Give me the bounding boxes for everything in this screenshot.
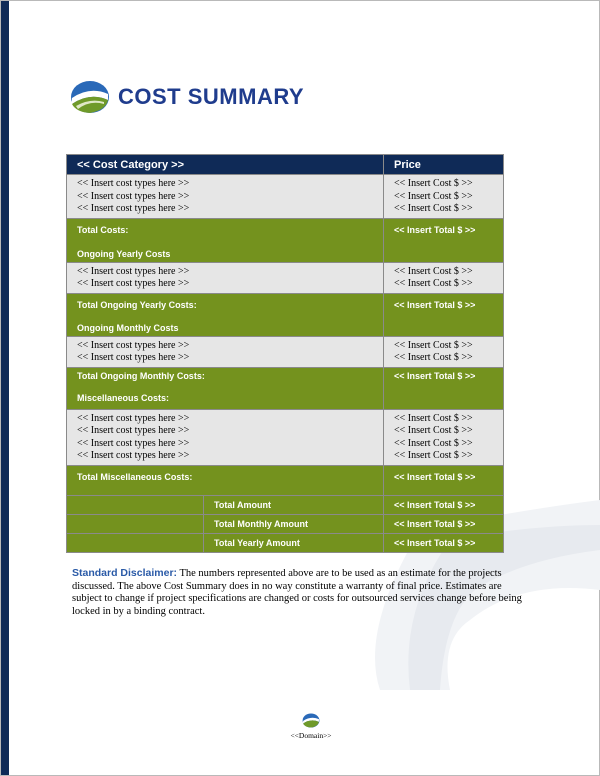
total-monthly-row bbox=[67, 514, 504, 533]
cost-type-item: << Insert cost types here >> bbox=[77, 339, 190, 351]
section-heading: Ongoing Monthly Costs bbox=[77, 322, 179, 333]
total-label: Total Amount bbox=[204, 495, 384, 514]
total-label: Total Monthly Amount bbox=[204, 514, 384, 533]
subtotal-label: Total Ongoing Yearly Costs: bbox=[77, 299, 197, 310]
cost-prices-cell bbox=[384, 175, 504, 219]
cost-type-item: << Insert cost types here >> bbox=[77, 265, 190, 277]
cost-price-item: << Insert Cost $ >> bbox=[394, 352, 473, 363]
cost-prices-cell bbox=[384, 409, 504, 465]
cost-type-item: << Insert cost types here >> bbox=[77, 437, 190, 449]
page-header bbox=[70, 80, 304, 114]
cost-type-item: << Insert cost types here >> bbox=[77, 190, 190, 202]
cost-price-item: << Insert Cost $ >> bbox=[394, 203, 473, 214]
footer-domain: <<Domain>> bbox=[290, 731, 332, 740]
table-header-row bbox=[67, 155, 504, 175]
header-price: Price bbox=[384, 155, 504, 175]
subtotal-price: << Insert Total $ >> bbox=[384, 218, 504, 262]
total-spacer-cell bbox=[67, 495, 204, 514]
cost-price-item: << Insert Cost $ >> bbox=[394, 178, 473, 189]
subtotal-row bbox=[67, 367, 504, 409]
subtotal-label-cell bbox=[67, 367, 384, 409]
cost-price-item: << Insert Cost $ >> bbox=[394, 190, 473, 202]
page-title: COST SUMMARY bbox=[118, 84, 305, 109]
footer-logo-icon bbox=[302, 713, 320, 728]
cost-price-item: << Insert Cost $ >> bbox=[394, 425, 473, 436]
cost-price-item: << Insert Cost $ >> bbox=[394, 450, 473, 461]
subtotal-label-cell bbox=[67, 293, 384, 336]
cost-type-item: << Insert cost types here >> bbox=[77, 278, 190, 289]
total-spacer-cell bbox=[67, 514, 204, 533]
total-price: << Insert Total $ >> bbox=[384, 495, 504, 514]
cost-price-item: << Insert Cost $ >> bbox=[394, 339, 473, 351]
cost-type-item: << Insert cost types here >> bbox=[77, 352, 190, 363]
cost-types-cell bbox=[67, 336, 384, 367]
subtotal-label: Total Miscellaneous Costs: bbox=[67, 465, 384, 495]
subtotal-label: Total Ongoing Monthly Costs: bbox=[77, 370, 205, 381]
subtotal-row bbox=[67, 218, 504, 262]
cost-types-cell bbox=[67, 262, 384, 293]
subtotal-row bbox=[67, 293, 504, 336]
road-logo-icon bbox=[70, 80, 110, 114]
cost-items-row bbox=[67, 175, 504, 219]
total-price: << Insert Total $ >> bbox=[384, 533, 504, 552]
total-yearly-row bbox=[67, 533, 504, 552]
cost-type-item: << Insert cost types here >> bbox=[77, 203, 190, 214]
cost-types-cell bbox=[67, 409, 384, 465]
subtotal-label-cell bbox=[67, 218, 384, 262]
total-amount-row bbox=[67, 495, 504, 514]
cost-price-item: << Insert Cost $ >> bbox=[394, 278, 473, 289]
cost-type-item: << Insert cost types here >> bbox=[77, 412, 190, 424]
total-label: Total Yearly Amount bbox=[204, 533, 384, 552]
header-cost-category: << Cost Category >> bbox=[67, 155, 384, 175]
cost-type-item: << Insert cost types here >> bbox=[77, 425, 190, 436]
subtotal-price: << Insert Total $ >> bbox=[384, 367, 504, 409]
section-heading: Miscellaneous Costs: bbox=[77, 392, 170, 403]
disclaimer-text: The numbers represented above are to be used as an estimate for the projects discussed. The above Cost Summary does in no way constitute a warranty of final price. Estimates are subject to change if project specifications are changed or costs for outsourced services change before being locked in by a binding contract. bbox=[72, 568, 522, 617]
cost-items-row bbox=[67, 262, 504, 293]
subtotal-price: << Insert Total $ >> bbox=[384, 465, 504, 495]
subtotal-label: Total Costs: bbox=[77, 224, 129, 235]
cost-type-item: << Insert cost types here >> bbox=[77, 450, 190, 461]
total-spacer-cell bbox=[67, 533, 204, 552]
cost-price-item: << Insert Cost $ >> bbox=[394, 437, 473, 449]
subtotal-row bbox=[67, 465, 504, 495]
cost-price-item: << Insert Cost $ >> bbox=[394, 265, 473, 277]
total-price: << Insert Total $ >> bbox=[384, 514, 504, 533]
cost-items-row bbox=[67, 409, 504, 465]
section-heading: Ongoing Yearly Costs bbox=[77, 248, 171, 259]
subtotal-price: << Insert Total $ >> bbox=[384, 293, 504, 336]
cost-prices-cell bbox=[384, 336, 504, 367]
cost-summary-table bbox=[66, 154, 504, 553]
cost-price-item: << Insert Cost $ >> bbox=[394, 412, 473, 424]
cost-prices-cell bbox=[384, 262, 504, 293]
cost-types-cell bbox=[67, 175, 384, 219]
cost-type-item: << Insert cost types here >> bbox=[77, 178, 190, 189]
cost-items-row bbox=[67, 336, 504, 367]
standard-disclaimer bbox=[72, 567, 522, 618]
disclaimer-label: Standard Disclaimer: bbox=[72, 567, 178, 579]
